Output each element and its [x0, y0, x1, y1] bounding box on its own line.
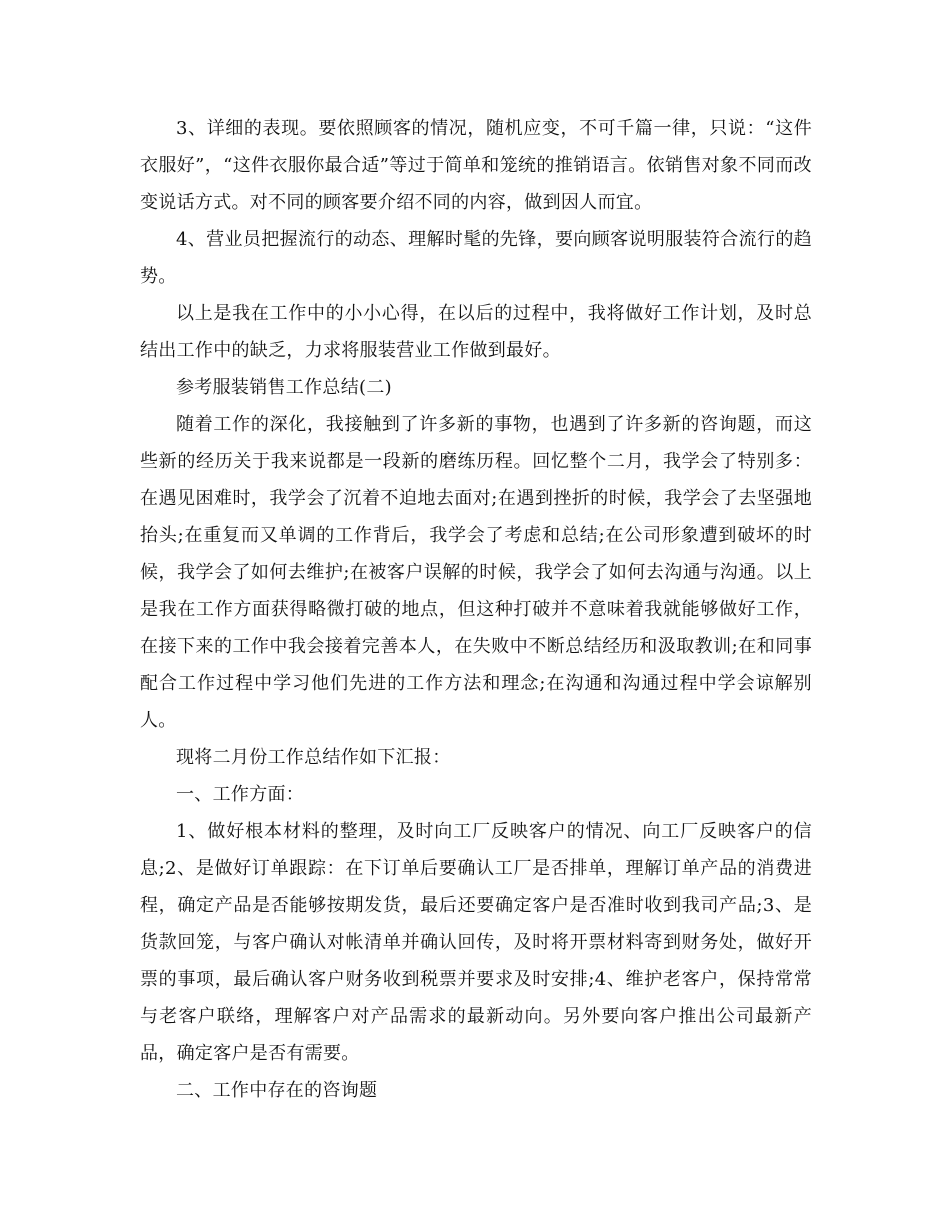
paragraph-report-intro: 现将二月份工作总结作如下汇报： [176, 747, 451, 768]
paragraph-work-tasks-list: 1、做好根本材料的整理，及时向工厂反映客户的情况、向工厂反映客户的信息;2、是做好订单跟踪：在下订单后要确认工厂是否排单，理解订单产品的消费进程，确定产品是否能够按期发货，最后还要确定客户是否准时收到我司产品;3、是货款回笼，与客户确认对帐清单并确认回传，及时将开票材料寄到财务处，做好开票的事项，最后确认客户财务收到税票并要求及时安排;4、维护老客户，保持常常与老客户联络，理解客户对产品需求的最新动向。另外要向客户推出公司最新产品，确定客户是否有需要。 [140, 821, 812, 1064]
paragraph-item-4-fashion-trend: 4、营业员把握流行的动态、理解时髦的先锋，要向顾客说明服装符合流行的趋势。 [140, 229, 812, 287]
paragraph-work-experience: 随着工作的深化，我接触到了许多新的事物，也遇到了许多新的咨询题，而这些新的经历关于我来说都是一段新的磨练历程。回忆整个二月，我学会了特别多：在遇见困难时，我学会了沉着不迫地去面对;在遇到挫折的时候，我学会了去坚强地抬头;在重复而又单调的工作背后，我学会了考虑和总结;在公司形象遭到破坏的时候，我学会了如何去维护;在被客户误解的时候，我学会了如何去沟通与沟通。以上是我在工作方面获得略微打破的地点，但这种打破并不意味着我就能够做好工作，在接下来的工作中我会接着完善本人，在失败中不断总结经历和汲取教训;在和同事配合工作过程中学习他们先进的工作方法和理念;在沟通和沟通过程中学会谅解别人。 [140, 414, 812, 731]
paragraph-item-3-detailed-presentation: 3、详细的表现。要依照顾客的情况，随机应变，不可千篇一律，只说：“这件衣服好”，“这件衣服你最合适”等过于简单和笼统的推销语言。依销售对象不同而改变说话方式。对不同的顾客要介绍不同的内容，做到因人而宜。 [140, 118, 812, 213]
section-title-reference-summary-2: 参考服装销售工作总结(二) [176, 377, 392, 398]
paragraph-summary-insight: 以上是我在工作中的小小心得，在以后的过程中，我将做好工作计划，及时总结出工作中的缺乏，力求将服装营业工作做到最好。 [140, 303, 812, 361]
heading-existing-issues: 二、工作中存在的咨询题 [176, 1080, 378, 1101]
heading-work-aspects: 一、工作方面： [176, 784, 305, 805]
document-body [140, 110, 812, 1109]
